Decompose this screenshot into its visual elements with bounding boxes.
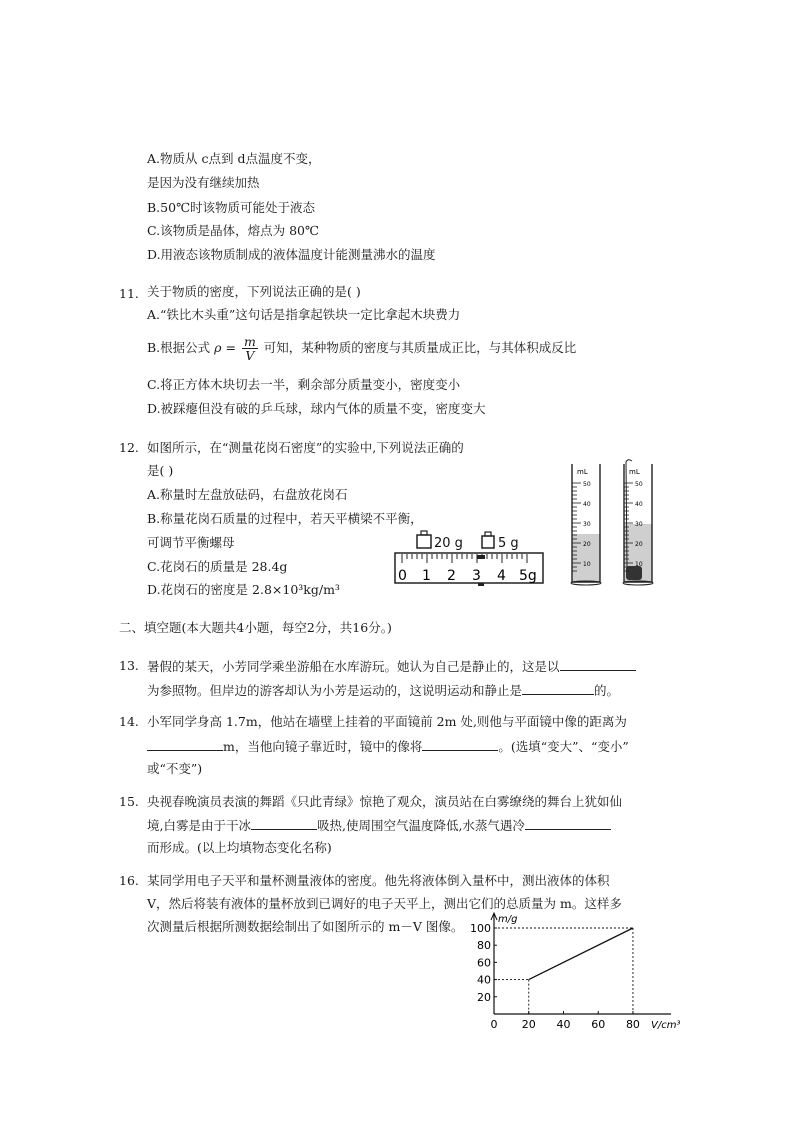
- q15-line1: 央视春晚演员表演的舞蹈《只此青绿》惊艳了观众，演员站在白雾缭绕的舞台上犹如仙: [147, 794, 623, 809]
- m-v-chart: [466, 908, 680, 1032]
- q12-option-c: C.花岗石的质量是 28.4g: [147, 559, 288, 574]
- q15-text3: 吸热,使周围空气温度降低,水蒸气遇冷: [316, 818, 525, 833]
- y-tick-label: 100: [470, 922, 491, 935]
- cylinder-tick-label: 50: [583, 481, 591, 488]
- q12-option-d: D.花岗石的密度是 2.8×10³kg/m³: [147, 582, 340, 597]
- q11-option-a: A.“铁比木头重”这句话是指拿起铁块一定比拿起木块费力: [147, 307, 461, 322]
- rider-marker: [477, 555, 485, 559]
- cylinder-tick-label: 20: [635, 541, 643, 548]
- section-title: 二、填空题(本大题共4小题，每空2分，共16分。): [119, 620, 392, 635]
- q16-number: 16.: [119, 873, 139, 888]
- x-tick-label: 0: [490, 1018, 498, 1031]
- fraction-numerator: m: [243, 334, 256, 349]
- cylinder-tick-label: 40: [635, 501, 643, 508]
- q10-option-c: C.该物质是晶体，熔点为 80℃: [147, 223, 319, 238]
- x-tick-label: 80: [625, 1018, 640, 1031]
- q10-option-b: B.50℃时该物质可能处于液态: [147, 200, 316, 215]
- scale-tick-labels: [398, 568, 537, 584]
- answer-blank[interactable]: [147, 738, 223, 751]
- q13-line1: [147, 658, 636, 675]
- q15-text2: 境,白雾是由于干冰: [147, 818, 251, 833]
- scale-label: 1: [422, 568, 431, 584]
- granite-stone: [626, 566, 642, 580]
- cylinder-tick-label: 30: [635, 521, 643, 528]
- y-tick-label: 40: [477, 973, 491, 987]
- q13-text1: 暑假的某天，小芳同学乘坐游船在水库游玩。她认为自己是静止的，这是以: [147, 659, 560, 674]
- answer-blank[interactable]: [422, 738, 498, 751]
- y-tick-label: 20: [477, 990, 491, 1004]
- q13-number: 13.: [119, 658, 139, 673]
- cylinder-unit-label: mL: [629, 468, 640, 476]
- cylinder-tick-label: 30: [583, 521, 591, 528]
- q10-option-a-line1: A.物质从 c点到 d点温度不变，: [147, 151, 321, 166]
- q14-line1: 小军同学身高 1.7m，他站在墙壁上挂着的平面镜前 2m 处,则他与平面镜中像的距离为: [147, 714, 627, 729]
- scale-label: 2: [447, 568, 456, 584]
- density-fraction: [242, 335, 258, 362]
- q12-option-b-line2: 可调节平衡螺母: [147, 535, 235, 550]
- q12-stem-line1: 如图所示，在“测量花岗石密度”的实验中,下列说法正确的: [147, 440, 464, 455]
- q12-stem-line2: 是( ): [147, 463, 174, 478]
- y-axis-label: m/g: [498, 914, 518, 925]
- cylinder-tick-label: 40: [583, 501, 591, 508]
- q11-option-b-suffix: 可知，某种物质的密度与其质量成正比，与其体积成反比: [263, 340, 577, 355]
- x-tick-label: 60: [591, 1018, 606, 1031]
- x-tick-label: 20: [521, 1018, 536, 1031]
- answer-blank[interactable]: [522, 682, 594, 695]
- q16-line1: 某同学用电子天平和量杯测量液体的密度。他先将液体倒入量杯中，测出液体的体积: [147, 873, 610, 888]
- cylinder-tick-label: 10: [635, 561, 643, 568]
- q11-option-d: D.被踩瘪但没有破的乒乓球，球内气体的质量不变，密度变大: [147, 401, 486, 416]
- q11-option-c: C.将正方体木块切去一半，剩余部分质量变小，密度变小: [147, 377, 461, 392]
- scale-label: 4: [497, 568, 506, 584]
- data-line: [529, 928, 633, 980]
- q14-line2: [147, 738, 629, 755]
- q12-option-a: A.称量时左盘放砝码，右盘放花岗石: [147, 487, 348, 502]
- fraction-denominator: V: [245, 348, 255, 363]
- x-axis-label: V/cm³: [651, 1020, 680, 1031]
- q13-line2: [147, 682, 619, 699]
- weight-20g-label: 20 g: [434, 536, 463, 551]
- y-tick-label: 80: [477, 939, 491, 953]
- answer-blank[interactable]: [251, 817, 317, 830]
- q14-text2: m，当他向镜子靠近时，镜中的像将: [223, 739, 423, 754]
- y-tick-label: 60: [477, 956, 491, 970]
- cylinder-right: [623, 460, 653, 585]
- q14-number: 14.: [119, 714, 139, 729]
- q11-option-b-prefix: B.根据公式: [147, 340, 211, 355]
- weight-5g-icon: [482, 532, 494, 548]
- cylinder-unit-label: mL: [577, 468, 588, 476]
- cylinder-tick-label: 50: [635, 481, 643, 488]
- q14-line3: 或“不变”): [147, 761, 203, 776]
- q13-text3: 的。: [594, 683, 620, 698]
- q13-text2: 为参照物。但岸边的游客却认为小芳是运动的，这说明运动和静止是: [147, 683, 523, 698]
- q15-line3: 而形成。(以上均填物态变化名称): [147, 840, 332, 855]
- cylinder-left: [571, 464, 601, 585]
- q15-number: 15.: [119, 794, 139, 809]
- answer-blank[interactable]: [560, 658, 636, 671]
- weight-20g-icon: [417, 531, 431, 548]
- cylinder-tick-label: 10: [583, 561, 591, 568]
- density-symbol: ρ =: [214, 340, 236, 355]
- scale-label: 3: [472, 568, 481, 584]
- balance-scale-figure: [390, 528, 550, 590]
- x-tick-label: 40: [556, 1018, 571, 1031]
- q11-number: 11.: [119, 286, 139, 301]
- q16-line3: 次测量后根据所测数据绘制出了如图所示的 m－V 图像。: [147, 919, 464, 934]
- scale-label: 5g: [519, 568, 537, 584]
- q15-line2: [147, 817, 611, 834]
- q10-option-a-line2: 是因为没有继续加热: [147, 175, 260, 190]
- q11-option-b: [147, 334, 576, 362]
- q14-text3: 。(选填“变大”、“变小”: [498, 739, 629, 754]
- q12-number: 12.: [119, 440, 139, 455]
- graduated-cylinders-figure: [560, 456, 666, 590]
- q12-option-b-line1: B.称量花岗石质量的过程中，若天平横梁不平衡，: [147, 511, 423, 526]
- q11-stem: 关于物质的密度，下列说法正确的是( ): [147, 284, 361, 299]
- answer-blank[interactable]: [525, 817, 611, 830]
- q10-option-d: D.用液态该物质制成的液体温度计能测量沸水的温度: [147, 247, 436, 262]
- q16-line2: V，然后将装有液体的量杯放到已调好的电子天平上，测出它们的总质量为 m。这样多: [147, 896, 622, 911]
- cylinder-tick-label: 20: [583, 541, 591, 548]
- weight-5g-label: 5 g: [498, 536, 519, 551]
- scale-label: 0: [398, 568, 407, 584]
